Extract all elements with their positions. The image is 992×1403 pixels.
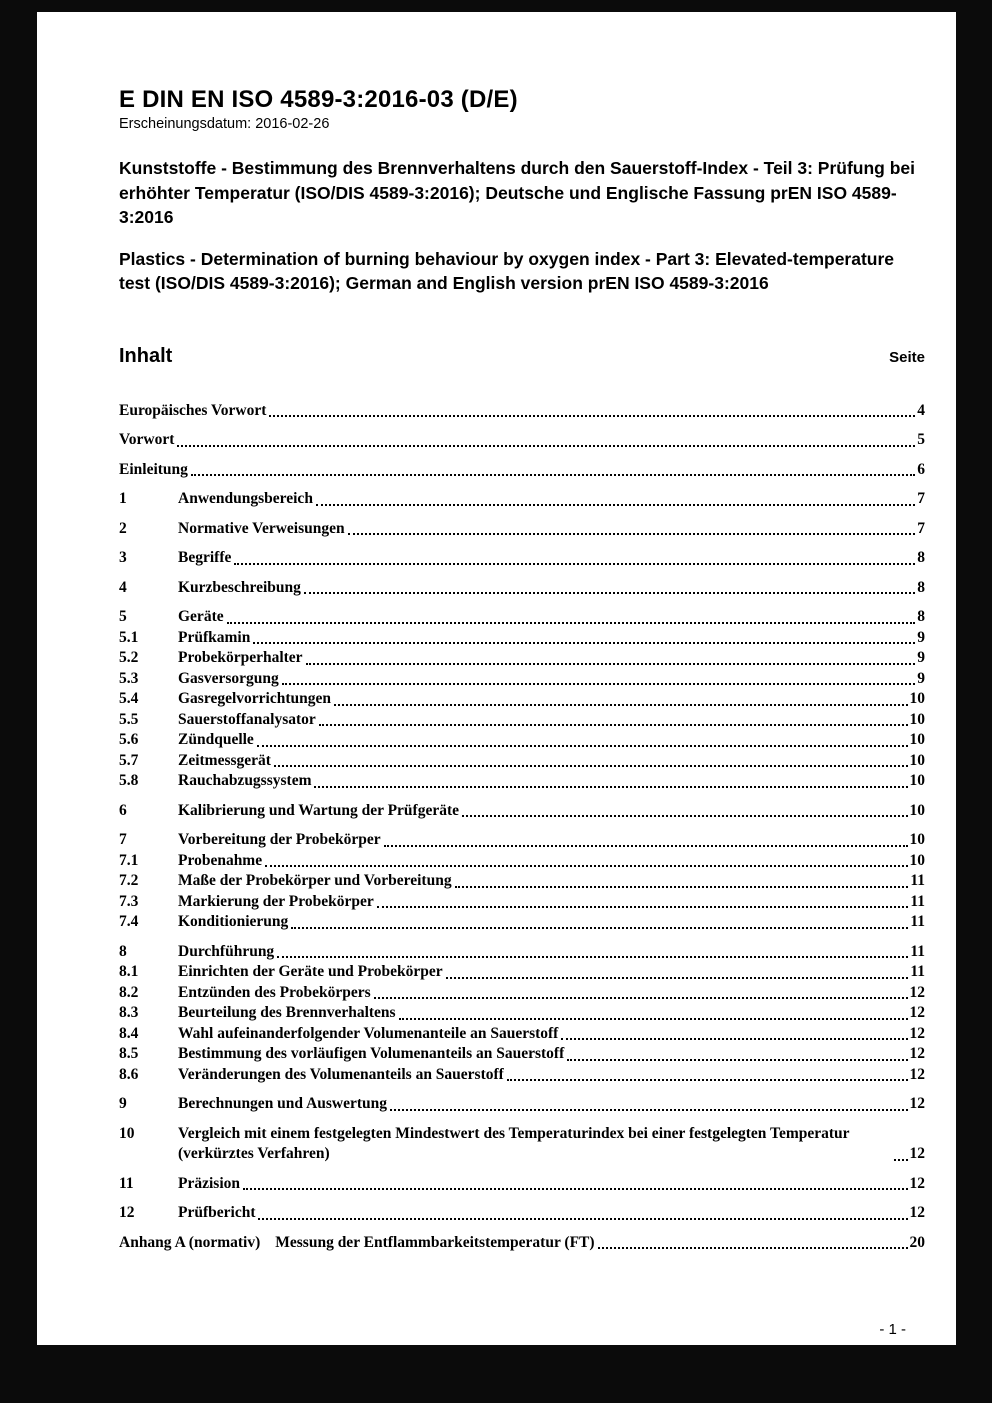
title-german: Kunststoffe - Bestimmung des Brennverhaltens durch den Sauerstoff-Index - Teil 3: Prüfung bei erhöhter Temperatur (ISO/DIS 4589-3:2016); Deutsche und Englische Fassung prEN ISO 4589-3:2016 (119, 158, 916, 227)
toc-entry-number: 5.1 (119, 628, 139, 646)
toc-entry-number: 1 (119, 490, 127, 507)
toc-entry (119, 401, 925, 422)
toc-entry (119, 430, 925, 451)
toc-dot-leader (314, 786, 907, 788)
toc-dot-leader (282, 683, 916, 685)
toc-entry-number: 12 (119, 1204, 135, 1221)
toc-dot-leader (567, 1059, 907, 1061)
toc-entry-page: 8 (917, 608, 925, 625)
toc-dot-leader (253, 642, 915, 644)
page-number: - 1 - (879, 1321, 906, 1338)
toc-entry (119, 751, 925, 772)
toc-entry-number: 5.7 (119, 751, 139, 769)
toc-entry (119, 730, 925, 751)
toc-entry-page: 10 (909, 751, 925, 769)
toc-dot-leader (455, 886, 909, 888)
toc-entry-page: 12 (909, 983, 925, 1001)
toc-entry-label: Prüfbericht (178, 1204, 256, 1221)
toc-dot-leader (177, 445, 915, 447)
toc-entry-page: 12 (909, 1095, 925, 1112)
toc-entry-page: 11 (910, 892, 925, 910)
publication-date: Erscheinungsdatum: 2016-02-26 (119, 116, 330, 132)
toc-list (119, 401, 925, 1254)
toc-entry (119, 801, 925, 822)
toc-page-column-label: Seite (889, 348, 925, 366)
toc-entry-page: 6 (917, 460, 925, 478)
toc-entry-number: 8.4 (119, 1024, 139, 1042)
toc-entry-number: 8.2 (119, 983, 139, 1001)
toc-entry-page: 12 (909, 1065, 925, 1083)
toc-entry-label: Einrichten der Geräte und Probekörper (178, 963, 443, 980)
toc-dot-leader (462, 815, 907, 817)
toc-entry-label: Veränderungen des Volumenanteils an Sauerstoff (178, 1065, 504, 1083)
toc-entry-page: 4 (917, 401, 925, 419)
toc-entry (119, 892, 925, 913)
toc-entry-page: 5 (917, 431, 925, 448)
toc-entry-label: Vorbereitung der Probekörper (178, 831, 381, 848)
toc-entry-page: 10 (909, 772, 925, 789)
toc-entry-number: Anhang A (normativ) (119, 1233, 261, 1251)
toc-dot-leader (561, 1038, 907, 1040)
toc-entry-number: 8.1 (119, 963, 139, 980)
toc-entry (119, 771, 925, 792)
toc-dot-leader (598, 1247, 908, 1249)
toc-dot-leader (191, 474, 915, 476)
toc-entry-label: Einleitung (119, 460, 188, 478)
toc-entry-number: 5.2 (119, 649, 139, 666)
toc-entry (119, 1003, 925, 1024)
toc-entry-label: Entzünden des Probekörpers (178, 983, 371, 1001)
toc-dot-leader (319, 724, 908, 726)
toc-entry (119, 871, 925, 892)
toc-dot-leader (316, 504, 915, 506)
toc-entry (119, 983, 925, 1004)
toc-dot-leader (399, 1018, 908, 1020)
toc-entry (119, 830, 925, 851)
toc-entry-page: 12 (909, 1174, 925, 1192)
toc-dot-leader (227, 622, 916, 624)
toc-entry-page: 11 (910, 872, 925, 889)
toc-entry-label: Sauerstoffanalysator (178, 710, 316, 728)
toc-dot-leader (258, 1218, 907, 1220)
toc-heading: Inhalt (119, 344, 173, 367)
toc-entry (119, 851, 925, 872)
toc-entry (119, 460, 925, 481)
toc-entry-page: 7 (917, 490, 925, 507)
toc-entry-label: Wahl aufeinanderfolgender Volumenanteile an Sauerstoff (178, 1024, 559, 1042)
toc-entry-number: 10 (119, 1124, 135, 1142)
toc-dot-leader (257, 745, 908, 747)
toc-entry-number: 5.5 (119, 710, 139, 728)
toc-dot-leader (894, 1159, 908, 1161)
toc-entry-label: Prüfkamin (178, 628, 251, 646)
toc-dot-leader (390, 1109, 907, 1111)
toc-entry (119, 1044, 925, 1065)
toc-entry-page: 10 (909, 831, 925, 848)
toc-header (119, 345, 925, 368)
toc-entry-label: Europäisches Vorwort (119, 401, 267, 419)
toc-entry-label: Berechnungen und Auswertung (178, 1095, 388, 1112)
toc-entry-number: 8.6 (119, 1065, 139, 1083)
toc-entry (119, 942, 925, 963)
toc-entry-label: Präzision (178, 1174, 240, 1192)
toc-entry-page: 12 (909, 1045, 925, 1062)
toc-dot-leader (334, 704, 908, 706)
toc-entry-page: 11 (910, 913, 925, 930)
toc-entry-number: 4 (119, 578, 127, 596)
toc-entry-number: 9 (119, 1095, 127, 1112)
toc-entry-label: Geräte (178, 608, 224, 625)
toc-entry (119, 548, 925, 569)
toc-entry-label: Bestimmung des vorläufigen Volumenanteils an Sauerstoff (178, 1045, 565, 1062)
title-english: Plastics - Determination of burning behaviour by oxygen index - Part 3: Elevated-temperature test (ISO/DIS 4589-3:2016); German and English version prEN ISO 4589-3:2016 (119, 248, 895, 293)
toc-entry (119, 1174, 925, 1195)
toc-entry (119, 628, 925, 649)
toc-entry-number: 7 (119, 831, 127, 848)
toc-entry (119, 1094, 925, 1115)
toc-dot-leader (291, 927, 908, 929)
toc-entry-number: 6 (119, 801, 127, 819)
toc-entry-page: 9 (917, 628, 925, 646)
toc-entry-label: Gasversorgung (178, 669, 279, 687)
toc-entry-number: 8 (119, 942, 127, 960)
toc-entry-label: Kalibrierung und Wartung der Prüfgeräte (178, 801, 460, 819)
toc-entry-number: 7.2 (119, 872, 139, 889)
toc-entry-page: 12 (909, 1024, 925, 1042)
toc-dot-leader (507, 1079, 908, 1081)
toc-entry (119, 489, 925, 510)
toc-entry-label: Probekörperhalter (178, 649, 303, 666)
toc-entry-number: 8.5 (119, 1045, 139, 1062)
toc-entry (119, 1024, 925, 1045)
toc-entry (119, 648, 925, 669)
toc-dot-leader (265, 865, 907, 867)
toc-entry-label: Beurteilung des Brennverhaltens (178, 1004, 396, 1021)
toc-entry-label: Normative Verweisungen (178, 519, 345, 537)
toc-entry (119, 1203, 925, 1224)
toc-dot-leader (384, 845, 908, 847)
toc-entry-number: 5.6 (119, 731, 139, 748)
toc-entry-label: Messung der Entflammbarkeitstemperatur (FT) (275, 1233, 595, 1251)
toc-dot-leader (446, 977, 909, 979)
toc-entry-label: Maße der Probekörper und Vorbereitung (178, 872, 452, 889)
toc-entry (119, 1065, 925, 1086)
toc-entry-number: 7.1 (119, 851, 139, 869)
toc-entry-number: 5.4 (119, 690, 139, 707)
toc-entry-label: Zündquelle (178, 731, 254, 748)
toc-entry-page: 11 (910, 942, 925, 960)
toc-entry (119, 578, 925, 599)
toc-entry-label: Konditionierung (178, 913, 289, 930)
toc-entry-label: Kurzbeschreibung (178, 578, 301, 596)
toc-dot-leader (269, 415, 915, 417)
toc-entry-number: 2 (119, 519, 127, 537)
toc-entry-page: 10 (909, 731, 925, 748)
toc-entry (119, 607, 925, 628)
toc-dot-leader (243, 1188, 908, 1190)
toc-entry-label: Durchführung (178, 942, 275, 960)
toc-entry-page: 9 (917, 669, 925, 687)
toc-dot-leader (234, 563, 915, 565)
toc-dot-leader (374, 997, 908, 999)
toc-dot-leader (277, 956, 908, 958)
toc-entry-label: Vorwort (119, 431, 175, 448)
toc-entry (119, 519, 925, 540)
toc-entry-page: 12 (909, 1145, 925, 1162)
toc-entry (119, 912, 925, 933)
toc-dot-leader (348, 533, 916, 535)
toc-entry (119, 669, 925, 690)
toc-entry-page: 8 (917, 578, 925, 596)
document-page (37, 12, 956, 1345)
toc-entry-number: 5 (119, 608, 127, 625)
toc-entry (119, 1124, 925, 1165)
toc-entry-page: 7 (917, 519, 925, 537)
toc-entry (119, 962, 925, 983)
toc-entry-label: Markierung der Probekörper (178, 892, 374, 910)
toc-entry-label: Gasregelvorrichtungen (178, 690, 331, 707)
toc-entry-label: Rauchabzugssystem (178, 772, 312, 789)
toc-entry-number: 5.8 (119, 772, 139, 789)
toc-entry-page: 20 (909, 1233, 925, 1251)
toc-entry-page: 8 (917, 549, 925, 566)
toc-entry-page: 11 (910, 963, 925, 980)
toc-entry-page: 12 (909, 1204, 925, 1221)
toc-entry-page: 10 (909, 710, 925, 728)
toc-entry-number: 7.4 (119, 913, 139, 930)
toc-entry-number: 5.3 (119, 669, 139, 687)
toc-entry-label: Zeitmessgerät (178, 751, 271, 769)
toc-entry-label: Vergleich mit einem festgelegten Mindestwert des Temperaturindex bei einer festgelegten Temperatur (verkürztes Verfahren) (178, 1124, 850, 1162)
toc-entry-page: 10 (909, 690, 925, 707)
toc-entry-page: 9 (917, 649, 925, 666)
toc-entry-number: 7.3 (119, 892, 139, 910)
toc-entry-page: 12 (909, 1004, 925, 1021)
toc-entry (119, 689, 925, 710)
document-title: E DIN EN ISO 4589-3:2016-03 (D/E) (119, 86, 518, 113)
toc-entry-label: Anwendungsbereich (178, 490, 313, 507)
toc-entry-page: 10 (909, 851, 925, 869)
toc-entry (119, 710, 925, 731)
toc-dot-leader (304, 592, 915, 594)
toc-entry-number: 3 (119, 549, 127, 566)
toc-entry-number: 8.3 (119, 1004, 139, 1021)
toc-entry-page: 10 (909, 801, 925, 819)
toc-entry (119, 1233, 925, 1254)
toc-dot-leader (377, 906, 909, 908)
toc-dot-leader (306, 663, 916, 665)
toc-dot-leader (274, 765, 908, 767)
toc-entry-label: Begriffe (178, 549, 232, 566)
toc-entry-number: 11 (119, 1174, 134, 1192)
toc-entry-label: Probenahme (178, 851, 263, 869)
